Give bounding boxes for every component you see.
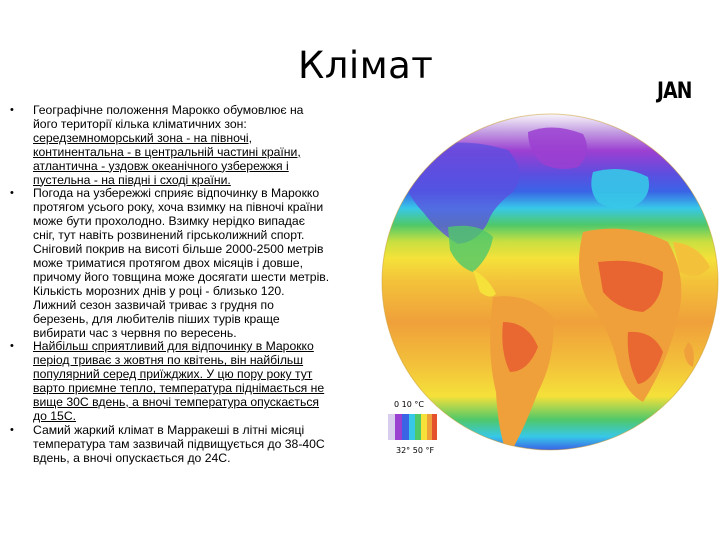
bullet-coast-weather: [10, 187, 372, 340]
legend-swatch-green: [415, 414, 421, 440]
legend-swatch-orange: [427, 414, 432, 440]
text-line: Найбільш сприятливий для відпочинку в Марокко: [33, 339, 314, 354]
text-line: Погода на узбережжі сприяє відпочинку в Марокко: [33, 186, 320, 201]
bullet-best-season: [10, 340, 372, 423]
bullet-dot-icon: •: [10, 104, 14, 116]
bullet-text: [33, 424, 372, 466]
text-line: може бути прохолодно. Взимку нерідко випадає: [33, 214, 305, 229]
text-line: Кількість морозних днів у році - близько 120.: [33, 283, 285, 298]
bullet-marrakesh: [10, 424, 372, 466]
text-line: вдень, а вночі опускається до 24С.: [33, 450, 231, 465]
text-line: може триматися протягом двох місяців і довше,: [33, 255, 303, 270]
text-line: Самий жаркий клімат в Марракеші в літні місяці: [33, 422, 305, 437]
bullet-text: [33, 104, 372, 187]
bullet-text: [33, 187, 372, 340]
text-line: сніг, тут навіть розвинений гірськолижний спорт.: [33, 228, 305, 243]
legend-swatch-cyan: [409, 414, 415, 440]
text-line: березень, для любителів піших турів краще: [33, 311, 280, 326]
legend-swatch-blue: [402, 414, 409, 440]
text-line: атлантична - уздовж океанічного узбережжя і: [33, 158, 289, 173]
text-line: популярний серед приїжджих. У цю пору року тут: [33, 367, 313, 382]
text-line: середземноморський зона - на півночі,: [33, 130, 253, 145]
legend-color-bar: [388, 414, 438, 444]
legend-swatch-light: [388, 414, 395, 440]
text-line: період триває з жовтня по квітень, він найбільш: [33, 353, 304, 368]
legend-swatch-yellow: [421, 414, 427, 440]
text-line: пустельна - на півдні і сході країни.: [33, 172, 231, 187]
temperature-legend: [388, 392, 438, 462]
antarctic-band: [378, 470, 720, 492]
text-line: причому його товщина може досягати шести метрів.: [33, 269, 330, 284]
text-line: вище 30С вдень, а вночі температура опускається: [33, 395, 320, 410]
bullet-text: [33, 340, 372, 423]
bullet-climate-zones: [10, 104, 372, 187]
text-line: Географічне положення Марокко обумовлює на: [33, 103, 304, 117]
bullet-dot-icon: •: [10, 187, 14, 200]
text-line: континентальна - в центральній частині країни,: [33, 144, 301, 159]
text-line: вибирати час з червня по вересень.: [33, 325, 237, 340]
slide-title: Клімат: [298, 44, 434, 87]
bullet-dot-icon: •: [10, 340, 14, 353]
bullet-dot-icon: •: [10, 423, 14, 436]
legend-celsius-label: 0 10 °C: [394, 400, 424, 409]
bullet-list: [10, 104, 372, 466]
text-line: протягом усього року, хоча взимку на півночі країни: [33, 200, 324, 215]
legend-swatch-purple: [395, 414, 402, 440]
text-line: його території кілька кліматичних зон:: [33, 116, 247, 131]
text-line: Сніговий покрив на висоті більше 2000-2500 метрів: [33, 242, 324, 257]
legend-swatch-red: [432, 414, 437, 440]
text-line: варто приємне тепло, температура піднімається не: [33, 381, 325, 396]
text-line: до 15С.: [33, 408, 77, 423]
legend-fahrenheit-label: 32° 50 °F: [396, 446, 435, 455]
text-line: температура там зазвичай підвищується до 38-40С: [33, 436, 325, 451]
month-label: JAN: [657, 79, 692, 104]
text-line: Лижний сезон зазвичай триває з грудня по: [33, 297, 274, 312]
